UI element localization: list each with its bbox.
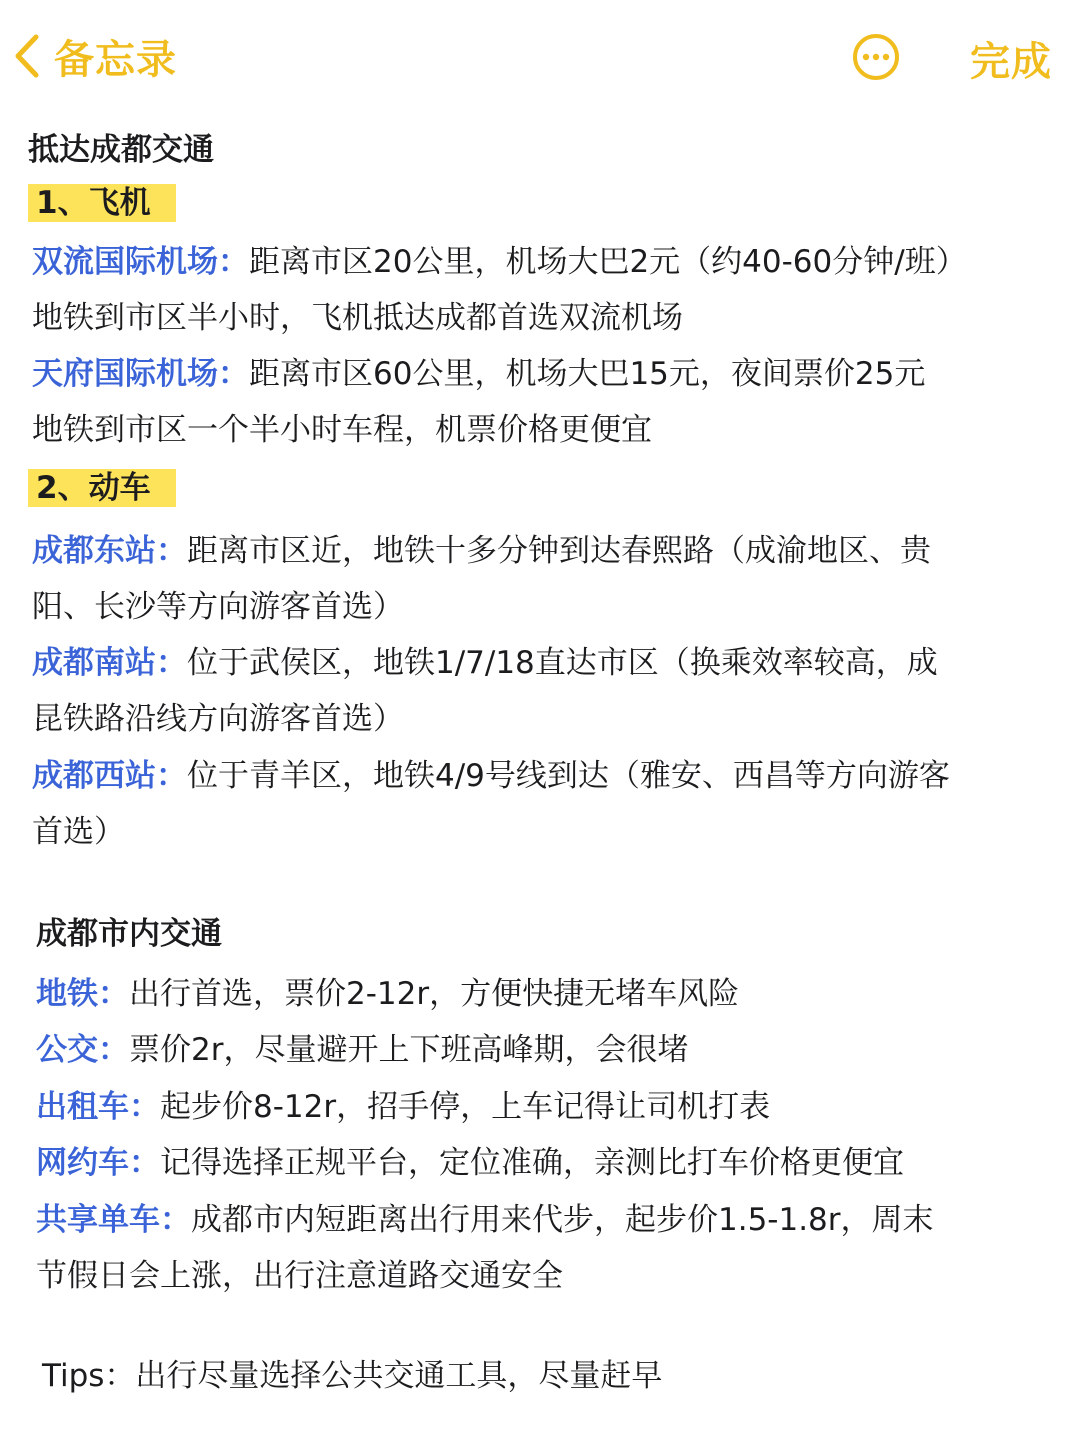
metro-label: 地铁：	[36, 976, 129, 1012]
back-label: 备忘录	[54, 36, 177, 83]
west-station-line-2: 首选）	[32, 814, 125, 850]
east-station-label: 成都东站：	[32, 533, 187, 569]
more-options-button[interactable]	[851, 32, 901, 82]
tianfu-line-1	[32, 352, 925, 396]
section-title-arrival: 抵达成都交通	[28, 132, 214, 168]
east-station-text-1: 距离市区近，地铁十多分钟到达春熙路（成渝地区、贵	[187, 533, 931, 569]
bike-line-1	[36, 1198, 934, 1242]
ridehail-label: 网约车：	[36, 1145, 160, 1181]
done-button[interactable]: 完成	[970, 39, 1052, 85]
chevron-left-icon	[10, 33, 42, 79]
bike-line-2: 节假日会上涨，出行注意道路交通安全	[36, 1258, 563, 1294]
south-station-line-1	[32, 641, 938, 685]
taxi-line	[36, 1085, 770, 1129]
section-title-city: 成都市内交通	[36, 916, 222, 952]
tianfu-text-1: 距离市区60公里，机场大巴15元，夜间票价25元	[249, 356, 926, 392]
metro-line	[36, 972, 739, 1016]
shuangliu-text-1: 距离市区20公里，机场大巴2元（约40-60分钟/班）	[249, 244, 967, 280]
west-station-text-1: 位于青羊区，地铁4/9号线到达（雅安、西昌等方向游客	[187, 758, 950, 794]
bike-label: 共享单车：	[36, 1202, 191, 1238]
east-station-line-2: 阳、长沙等方向游客首选）	[32, 589, 404, 625]
taxi-text: 起步价8-12r，招手停，上车记得让司机打表	[160, 1089, 771, 1125]
highlight-train-heading	[28, 469, 176, 507]
bus-label: 公交：	[36, 1032, 129, 1068]
tips-line: Tips：出行尽量选择公共交通工具，尽量赶早	[42, 1358, 663, 1394]
shuangliu-line-2: 地铁到市区半小时，飞机抵达成都首选双流机场	[32, 300, 683, 336]
back-button[interactable]	[10, 28, 177, 84]
south-station-line-2: 昆铁路沿线方向游客首选）	[32, 701, 404, 737]
south-station-text-1: 位于武侯区，地铁1/7/18直达市区（换乘效率较高，成	[187, 645, 938, 681]
east-station-line-1	[32, 529, 931, 573]
shuangliu-line-1	[32, 240, 967, 284]
shuangliu-label: 双流国际机场：	[32, 244, 249, 280]
navigation-bar	[0, 0, 1080, 115]
tianfu-label: 天府国际机场：	[32, 356, 249, 392]
west-station-line-1	[32, 754, 950, 798]
train-heading: 2、动车	[36, 470, 151, 506]
highlight-plane-heading	[28, 184, 176, 222]
south-station-label: 成都南站：	[32, 645, 187, 681]
ridehail-line	[36, 1141, 904, 1185]
metro-text: 出行首选，票价2-12r，方便快捷无堵车风险	[129, 976, 740, 1012]
bike-text-1: 成都市内短距离出行用来代步，起步价1.5-1.8r，周末	[191, 1202, 934, 1238]
tianfu-line-2: 地铁到市区一个半小时车程，机票价格更便宜	[32, 412, 652, 448]
taxi-label: 出租车：	[36, 1089, 160, 1125]
ellipsis-circle-icon	[851, 32, 901, 82]
west-station-label: 成都西站：	[32, 758, 187, 794]
plane-heading: 1、飞机	[36, 185, 151, 221]
bus-text: 票价2r，尽量避开上下班高峰期，会很堵	[129, 1032, 689, 1068]
ridehail-text: 记得选择正规平台，定位准确，亲测比打车价格更便宜	[160, 1145, 904, 1181]
bus-line	[36, 1028, 688, 1072]
